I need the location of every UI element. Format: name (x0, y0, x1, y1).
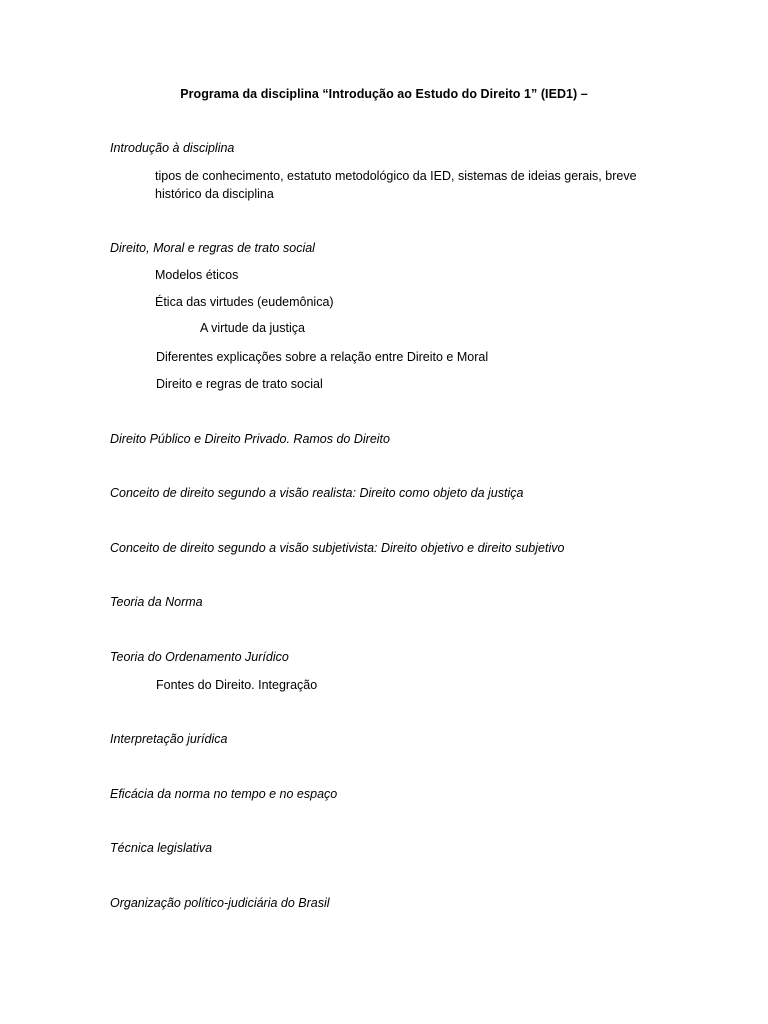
moral-item-explicacoes: Diferentes explicações sobre a relação entre Direito e Moral (156, 350, 489, 364)
ordenamento-item-fontes: Fontes do Direito. Integração (156, 678, 318, 692)
section-heading-ordenamento: Teoria do Ordenamento Jurídico (110, 650, 289, 664)
document-title: Programa da disciplina “Introdução ao Estudo do Direito 1” (IED1) – (180, 87, 588, 101)
section-heading-organizacao: Organização político-judiciária do Brasil (110, 896, 330, 910)
intro-description: tipos de conhecimento, estatuto metodológico da IED, sistemas de ideias gerais, breve histórico da disciplina (155, 169, 637, 201)
section-heading-publico-privado: Direito Público e Direito Privado. Ramos do Direito (110, 432, 390, 446)
section-heading-interpretacao: Interpretação jurídica (110, 732, 228, 746)
section-heading-intro: Introdução à disciplina (110, 141, 235, 155)
moral-item-modelos-eticos: Modelos éticos (155, 268, 239, 282)
section-heading-eficacia: Eficácia da norma no tempo e no espaço (110, 787, 338, 801)
moral-item-etica-virtudes: Ética das virtudes (eudemônica) (155, 295, 334, 309)
moral-item-trato-social: Direito e regras de trato social (156, 377, 323, 391)
section-heading-teoria-norma: Teoria da Norma (110, 595, 203, 609)
section-heading-tecnica-legislativa: Técnica legislativa (110, 841, 213, 855)
section-heading-moral: Direito, Moral e regras de trato social (110, 241, 315, 255)
moral-subitem-virtude-justica: A virtude da justiça (200, 321, 305, 335)
section-heading-visao-subjetivista: Conceito de direito segundo a visão subjetivista: Direito objetivo e direito subjetivo (110, 541, 565, 555)
section-heading-visao-realista: Conceito de direito segundo a visão realista: Direito como objeto da justiça (110, 486, 524, 500)
